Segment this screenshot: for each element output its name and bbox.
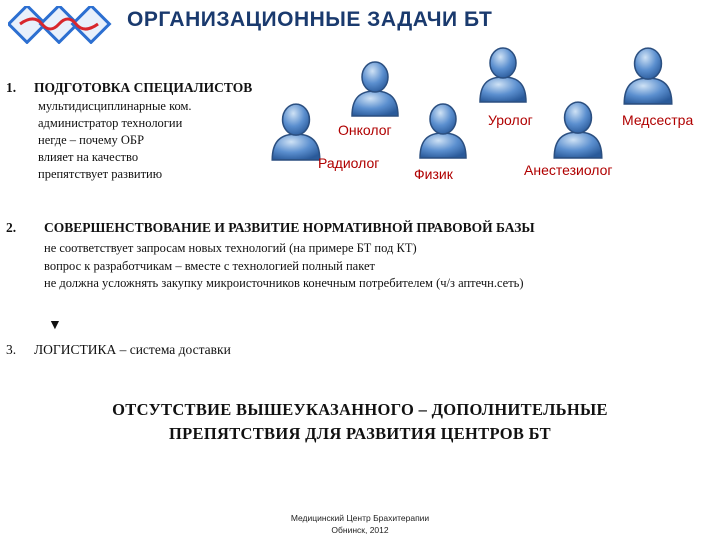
logo [8, 6, 112, 44]
section-3 [6, 342, 231, 358]
section-1-line: препятствует развитию [38, 167, 163, 181]
section-1-number: 1. [6, 80, 17, 95]
down-arrow-icon: ▼ [48, 318, 62, 333]
person-icon [350, 58, 400, 118]
footer [0, 512, 720, 536]
conclusion [0, 398, 720, 446]
conclusion-line: ПРЕПЯТСТВИЯ ДЛЯ РАЗВИТИЯ ЦЕНТРОВ БТ [169, 424, 551, 443]
person-icon [622, 44, 674, 106]
footer-place-year: Обнинск, 2012 [331, 525, 389, 535]
specialist-label-radiologist: Радиолог [318, 155, 380, 171]
section-2-title: СОВЕРШЕНСТВОВАНИЕ И РАЗВИТИЕ НОРМАТИВНОЙ ПРАВОВОЙ БАЗЫ [44, 220, 535, 235]
section-2-line: не должна усложнять закупку микроисточников конечным потребителем (ч/з аптечн.сеть) [44, 276, 524, 290]
conclusion-line: ОТСУТСТВИЕ ВЫШЕУКАЗАННОГО – ДОПОЛНИТЕЛЬНЫЕ [112, 400, 608, 419]
person-icon [270, 100, 322, 162]
page-title: ОРГАНИЗАЦИОННЫЕ ЗАДАЧИ БТ [127, 8, 493, 31]
section-2-line: не соответствует запросам новых технологий (на примере БТ под КТ) [44, 241, 417, 255]
specialist-label-physicist: Физик [414, 166, 453, 182]
section-1-line: влияет на качество [38, 150, 139, 164]
section-1-line: негде – почему ОБР [38, 133, 145, 147]
person-icon [418, 100, 468, 160]
specialist-label-urologist: Уролог [488, 112, 533, 128]
section-2-lines [44, 240, 524, 293]
three-interlinked-diamonds-logo [9, 6, 110, 42]
specialist-label-oncologist: Онколог [338, 122, 392, 138]
specialist-label-nurse: Медсестра [622, 112, 694, 128]
section-3-text: ЛОГИСТИКА – система доставки [34, 342, 231, 357]
section-2-line: вопрос к разработчикам – вместе с технологией полный пакет [44, 258, 375, 273]
section-3-number: 3. [6, 342, 17, 357]
section-1-line: администратор технологии [38, 116, 183, 130]
footer-org: Медицинский Центр Брахитерапии [290, 513, 430, 523]
specialist-label-anesthesiologist: Анестезиолог [524, 162, 613, 178]
section-2-number: 2. [6, 220, 17, 235]
section-1-title: ПОДГОТОВКА СПЕЦИАЛИСТОВ [34, 80, 253, 95]
person-icon [478, 44, 528, 104]
section-1-heading [6, 80, 252, 96]
section-2-heading [6, 220, 535, 236]
section-1-line: мультидисциплинарные ком. [38, 99, 192, 113]
person-icon [552, 98, 604, 160]
section-1-lines [38, 98, 192, 183]
